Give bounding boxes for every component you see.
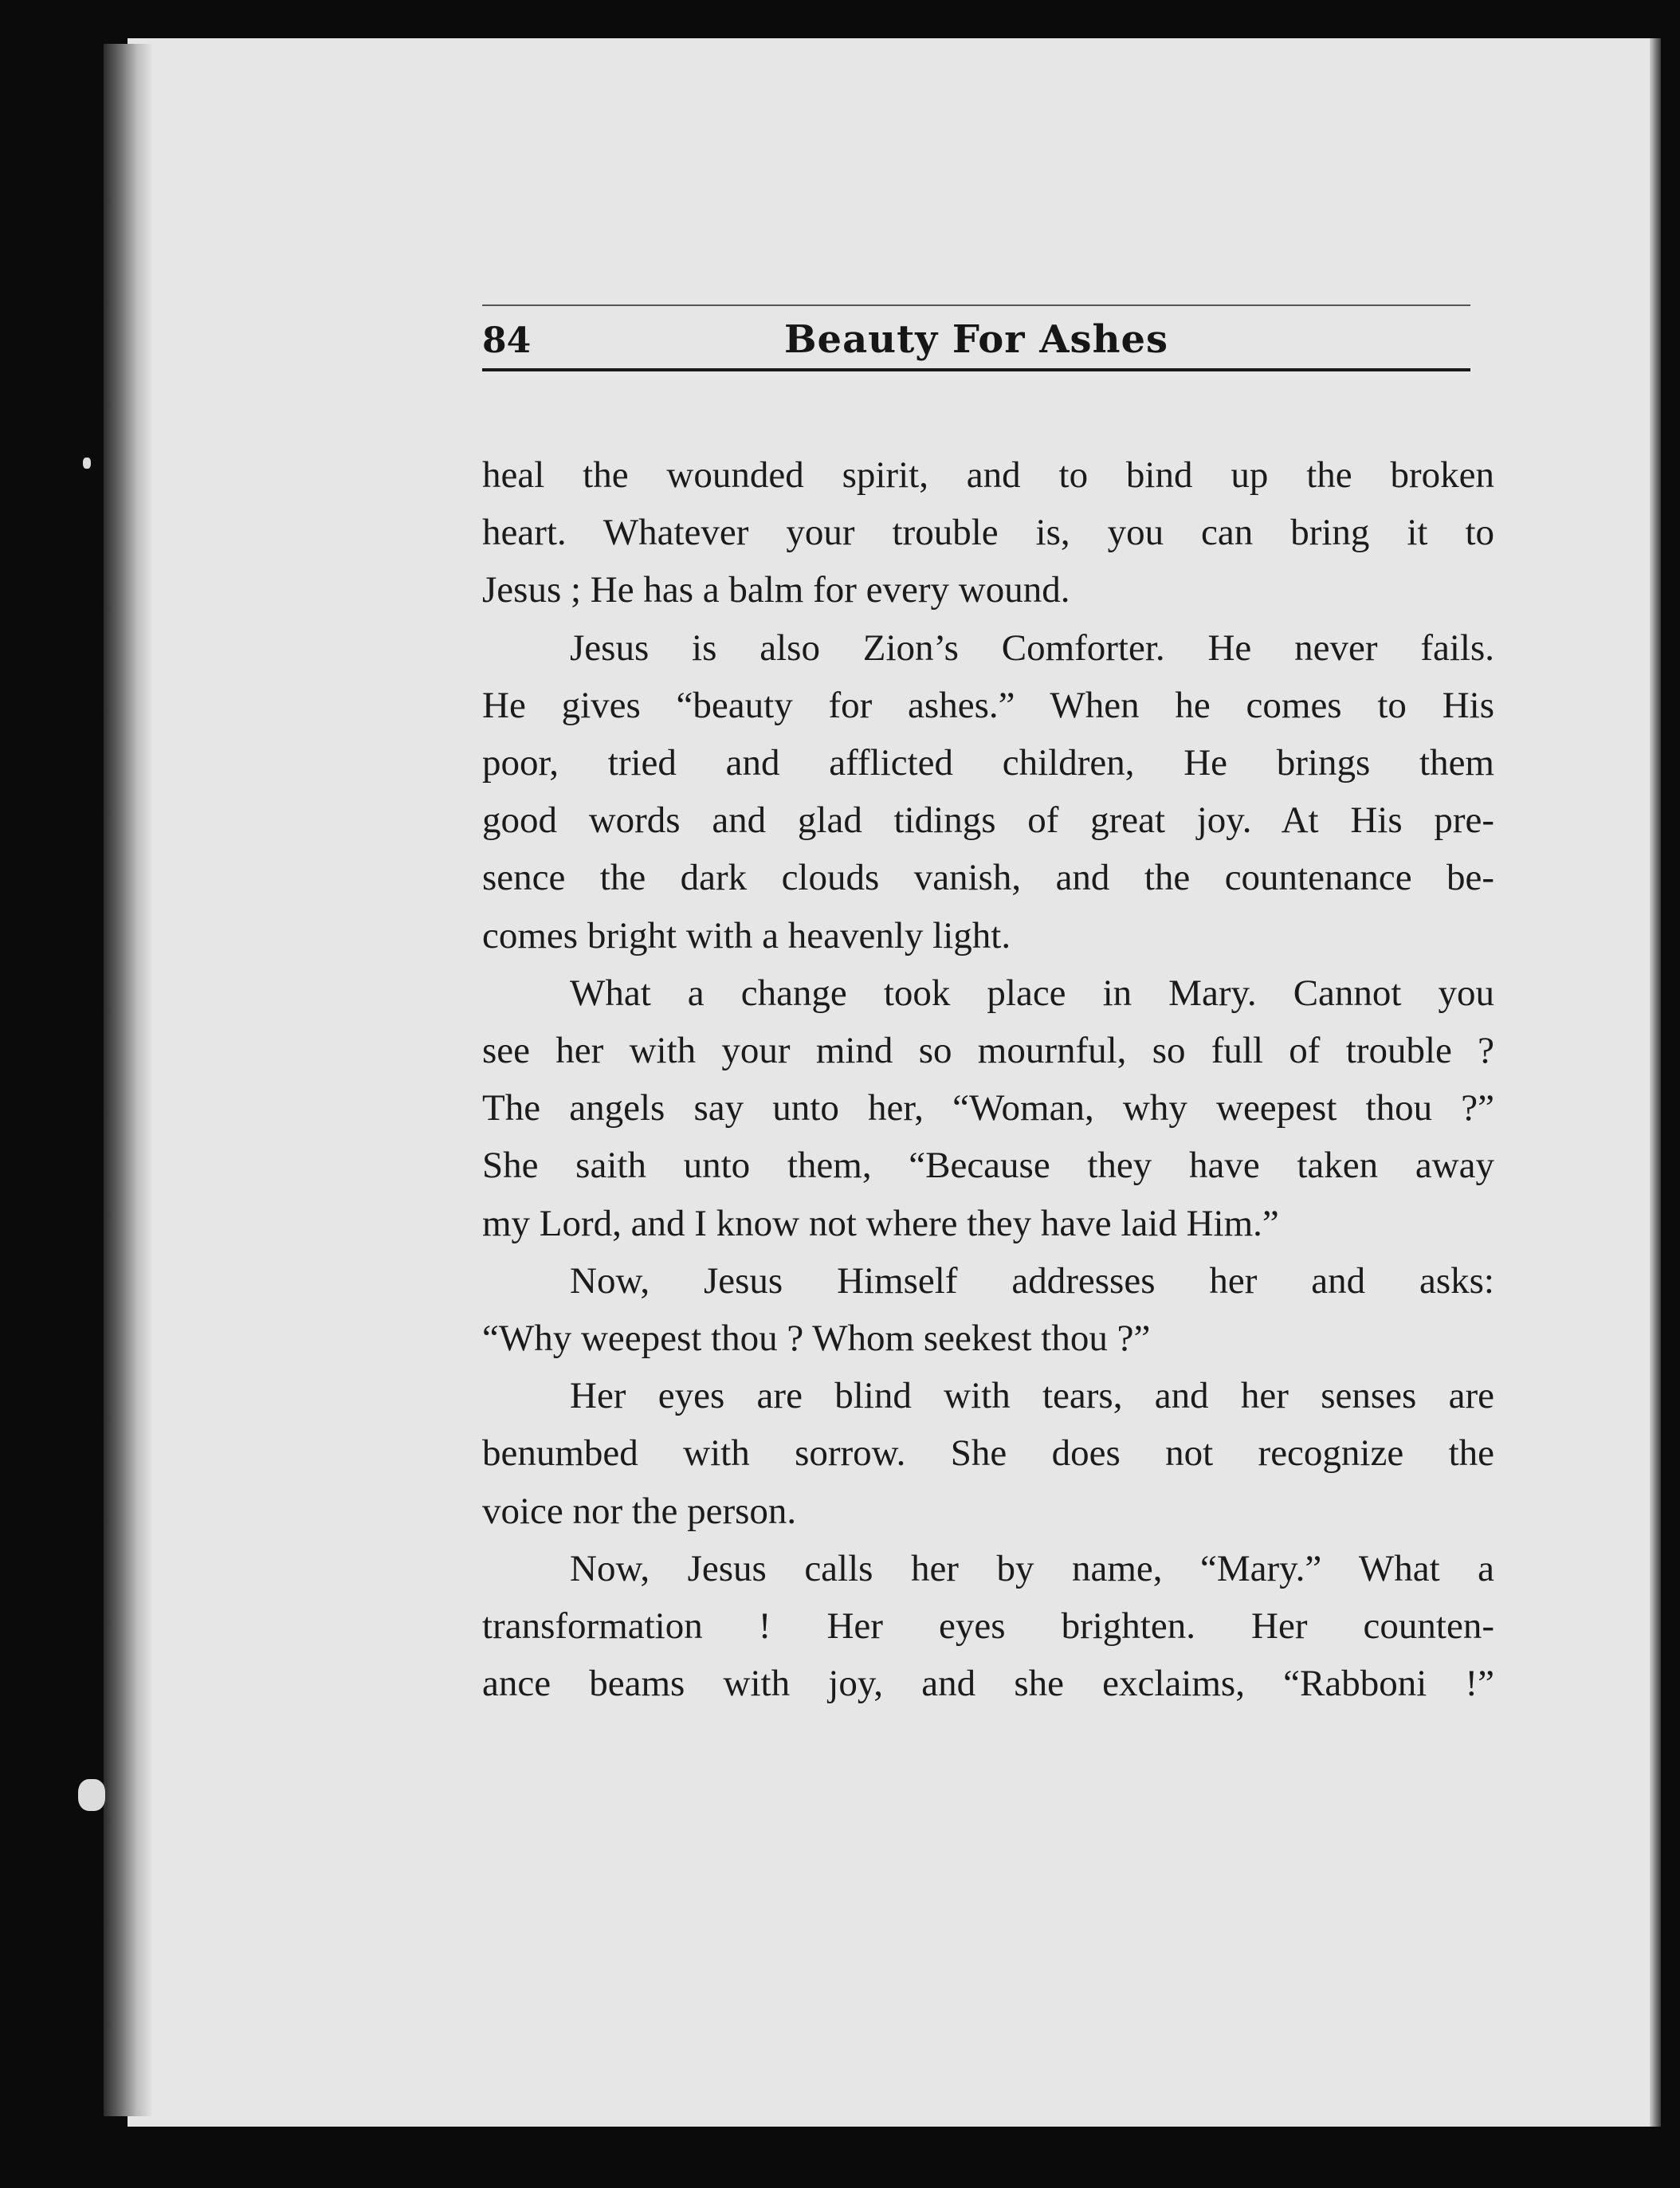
page-edge-shadow bbox=[1650, 38, 1661, 2127]
text-line: What a change took place in Mary. Cannot you bbox=[570, 972, 1494, 1014]
running-header bbox=[482, 295, 1470, 383]
text-line: Jesus is also Zion’s Comforter. He never fails. bbox=[570, 627, 1494, 669]
text-line: Now, Jesus Himself addresses her and asks: bbox=[570, 1259, 1494, 1302]
text-line: comes bright with a heavenly light. bbox=[482, 914, 1011, 957]
header-rule-bottom bbox=[482, 368, 1470, 371]
binding-edge bbox=[104, 44, 151, 2116]
text-line: He gives “beauty for ashes.” When he comes to His bbox=[482, 684, 1494, 726]
scan-speck bbox=[78, 1779, 105, 1811]
body-text bbox=[482, 446, 1494, 1712]
text-line: benumbed with sorrow. She does not recognize the bbox=[482, 1432, 1494, 1475]
text-line: heal the wounded spirit, and to bind up the broken bbox=[482, 454, 1494, 496]
running-title: Beauty For Ashes bbox=[783, 317, 1169, 362]
page-number: 84 bbox=[482, 320, 532, 361]
text-line: my Lord, and I know not where they have laid Him.” bbox=[482, 1202, 1279, 1244]
text-line: Her eyes are blind with tears, and her senses are bbox=[570, 1375, 1494, 1417]
text-line: She saith unto them, “Because they have taken away bbox=[482, 1145, 1494, 1187]
header-rule-top bbox=[482, 304, 1470, 306]
text-line: sence the dark clouds vanish, and the countenance be- bbox=[482, 857, 1494, 899]
text-line: good words and glad tidings of great joy. At His pre- bbox=[482, 799, 1494, 842]
text-line: poor, tried and afflicted children, He brings them bbox=[482, 742, 1494, 784]
text-line: Now, Jesus calls her by name, “Mary.” What a bbox=[570, 1547, 1494, 1589]
text-line: Jesus ; He has a balm for every wound. bbox=[482, 569, 1070, 611]
text-line: ance beams with joy, and she exclaims, “Rabboni !” bbox=[482, 1663, 1494, 1705]
scan-speck bbox=[83, 458, 91, 469]
text-line: voice nor the person. bbox=[482, 1490, 797, 1532]
text-line: transformation ! Her eyes brighten. Her counten- bbox=[482, 1605, 1494, 1648]
text-line: The angels say unto her, “Woman, why weepest thou ?” bbox=[482, 1087, 1494, 1129]
text-line: see her with your mind so mournful, so full of trouble ? bbox=[482, 1030, 1494, 1072]
text-line: heart. Whatever your trouble is, you can bring it to bbox=[482, 512, 1494, 554]
text-line: “Why weepest thou ? Whom seekest thou ?” bbox=[482, 1318, 1151, 1360]
